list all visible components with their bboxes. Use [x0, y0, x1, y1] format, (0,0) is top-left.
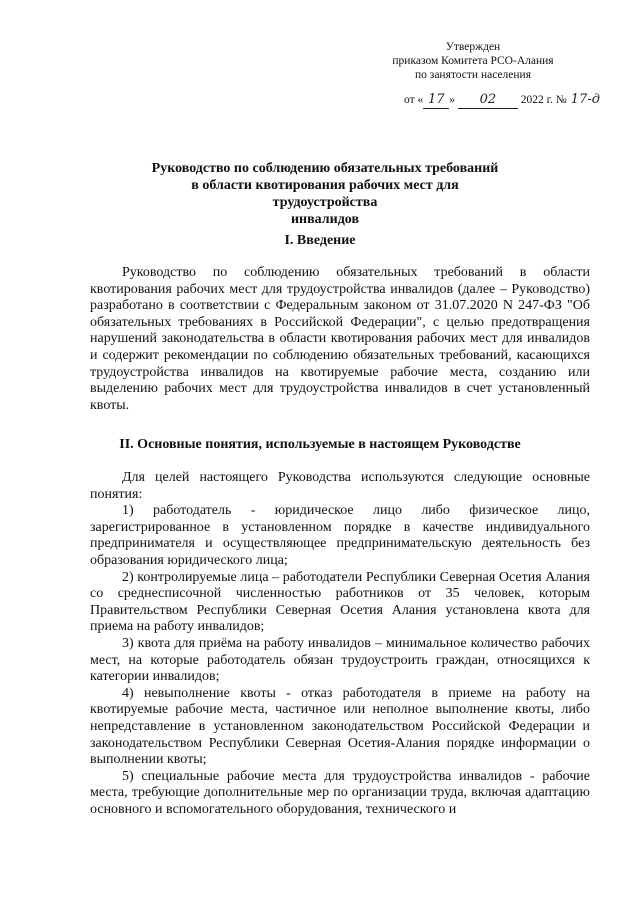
- definitions-lead: Для целей настоящего Руководства используются следующие основные понятия:: [90, 470, 590, 502]
- definition-item: 5) специальные рабочие места для трудоустройства инвалидов - рабочие места, требующие дополнительные мер по организации труда, включая адаптацию основного и вспомогательного оборудования, технического и: [90, 768, 590, 817]
- order-number-handwritten: 17-д: [570, 92, 600, 107]
- definition-item: 4) невыполнение квоты - отказ работодателя в приеме на работу на квотируемые рабочие места, частичное или неполное выполнение квоты, либо непредставление в установленном законодательством Российской Федерации и законодательством Республики Северная Осетия-Алания порядке информации о выполнении квоты;: [90, 685, 590, 768]
- approval-line-1: Утвержден: [445, 41, 501, 53]
- date-year: 2022 г.: [520, 94, 553, 106]
- intro-paragraph: Руководство по соблюдению обязательных требований в области квотирования рабочих мест для трудоустройства инвалидов (далее – Руководство) разработано в соответствии с Федеральным законом от 31.07.2020 N 247-ФЗ "Об обязательных требованиях в Российской Федерации", с целью предотвращения нарушений законодательства в области квотирования рабочих мест для инвалидов и содержит рекомендации по соблюдению обязательных требований, касающихся трудоустройства инвалидов на квотируемые рабочие места, созданию или выделению рабочих мест для трудоустройства инвалидов в счет установленный квоты.: [90, 265, 590, 413]
- section-1-body: [90, 265, 590, 414]
- date-month-handwritten: 02: [458, 92, 518, 109]
- section-1-heading: I. Введение: [284, 233, 356, 248]
- date-day-close: »: [449, 94, 455, 106]
- number-sign: №: [555, 94, 567, 106]
- title-line-3: инвалидов: [290, 212, 360, 227]
- definition-item: 2) контролируемые лица – работодатели Республики Северная Осетия Алания со среднесписочной численностью работников от 35 человек, которым Правительством Республики Северная Осетия Алания установлена квота для приема на работу инвалидов;: [90, 569, 590, 635]
- title-line-2: в области квотирования рабочих мест для трудоустройства: [191, 178, 459, 210]
- section-2-body: [90, 470, 590, 818]
- approval-line-2: приказом Комитета РСО-Алания: [392, 55, 554, 67]
- definition-item: 1) работодатель - юридическое лицо либо физическое лицо, зарегистрированное в установленном порядке в качестве индивидуального предпринимателя и осуществляющее предпринимательскую деятельность без образования юридического лица;: [90, 503, 590, 568]
- approval-date-line: [404, 92, 604, 109]
- date-prefix: от «: [404, 94, 424, 106]
- section-2-heading: II. Основные понятия, используемые в настоящем Руководстве: [119, 437, 521, 452]
- approval-stamp: [388, 40, 558, 82]
- title-line-1: Руководство по соблюдению обязательных требований: [151, 161, 499, 176]
- date-day-handwritten: 17: [423, 92, 449, 109]
- definition-item: 3) квота для приёма на работу инвалидов – минимальное количество рабочих мест, на которые работодатель обязан трудоустроить граждан, относящихся к категории инвалидов;: [90, 635, 590, 685]
- document-title: [140, 160, 510, 228]
- approval-line-3: по занятости населения: [415, 69, 531, 81]
